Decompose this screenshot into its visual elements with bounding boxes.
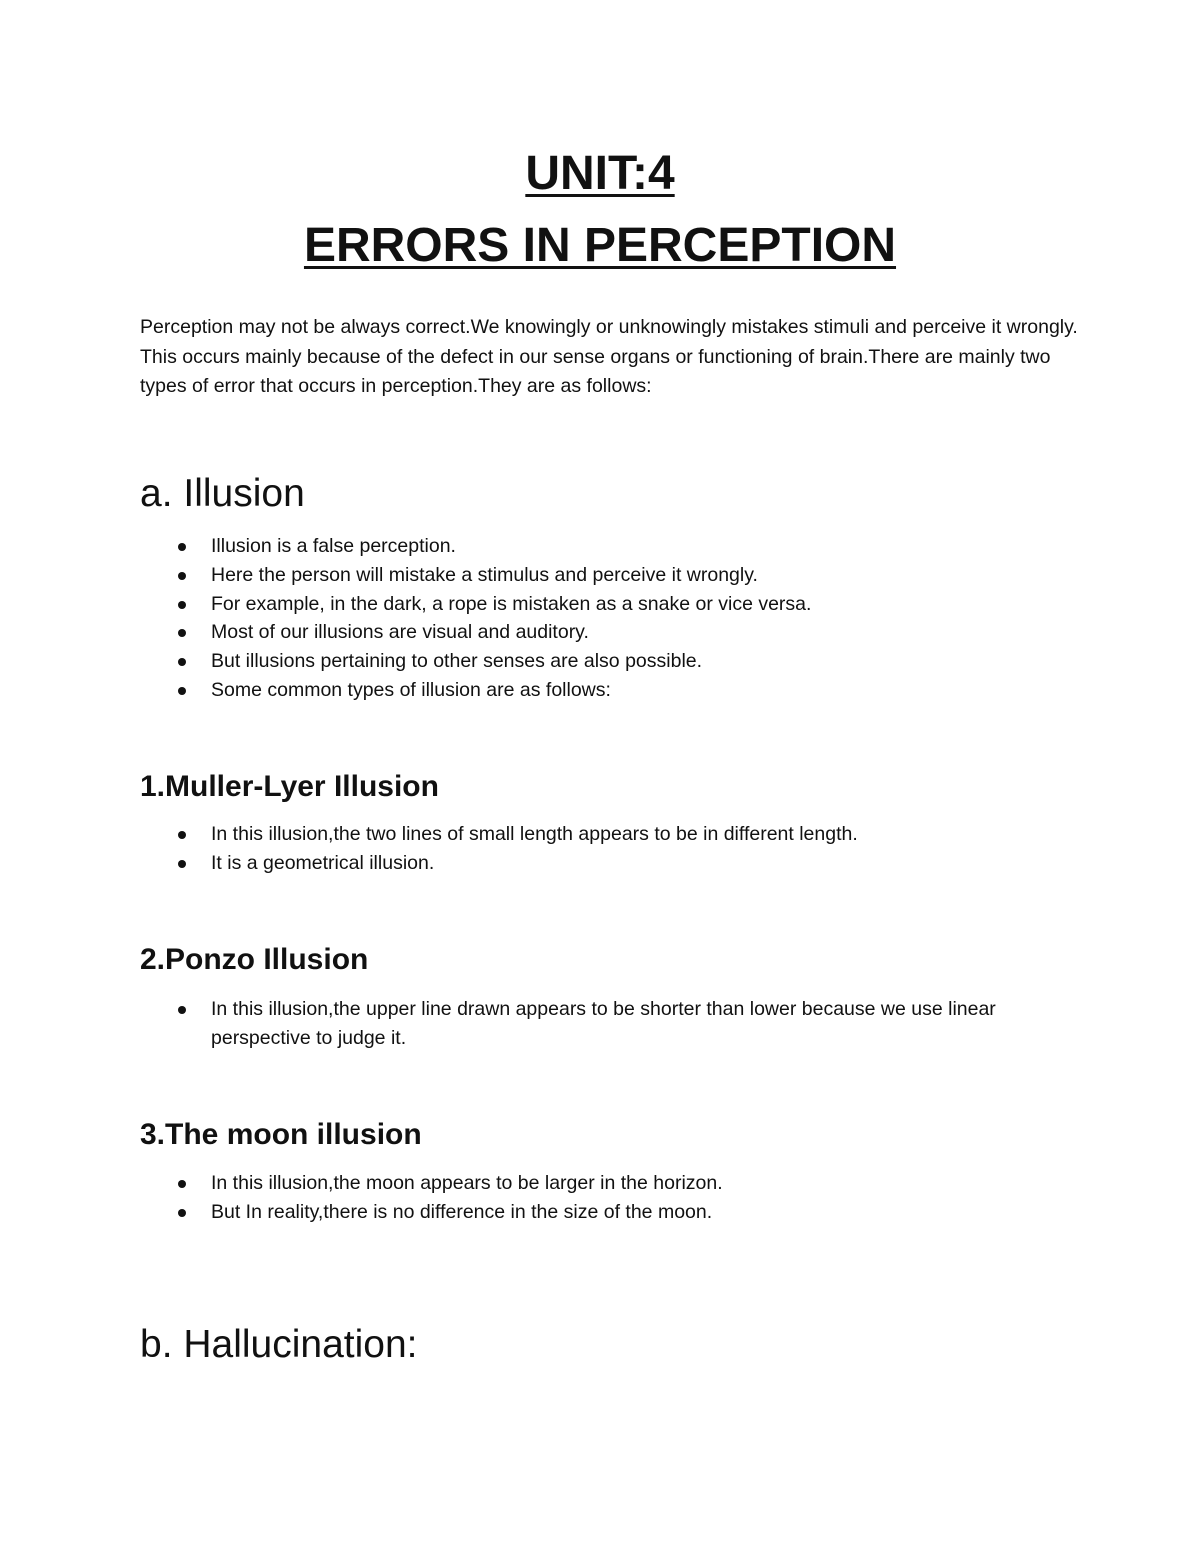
list-item-text: Here the person will mistake a stimulus and perceive it wrongly. [211, 563, 758, 586]
list-item [140, 995, 1040, 1053]
bullet-icon [178, 629, 186, 637]
list-item [140, 849, 1040, 878]
list-item-text: But illusions pertaining to other senses are also possible. [211, 650, 703, 673]
bullet-icon [178, 831, 186, 839]
list-item-text: For example, in the dark, a rope is mistaken as a snake or vice versa. [211, 592, 812, 615]
ponzo-list [140, 995, 1040, 1053]
bullet-icon [178, 543, 186, 551]
bullet-icon [178, 1006, 186, 1014]
list-item [140, 618, 1040, 647]
bullet-icon [178, 1180, 186, 1188]
moon-list [140, 1169, 1040, 1227]
list-item-text: Most of our illusions are visual and auditory. [211, 621, 589, 644]
illusion-heading: a. Illusion [140, 472, 305, 515]
list-item [140, 561, 1040, 590]
hallucination-heading: b. Hallucination: [140, 1323, 418, 1366]
illusion-list [140, 532, 1040, 705]
intro-paragraph: Perception may not be always correct.We knowingly or unknowingly mistakes stimuli and perceive it wrongly. This occurs mainly because of the defect in our sense organs or functioning of brain.There are mainly two types of error that occurs in perception.They are as follows: [140, 316, 1078, 397]
ponzo-heading: 2.Ponzo Illusion [140, 943, 369, 976]
list-item [140, 590, 1040, 619]
list-item-text: Illusion is a false perception. [211, 535, 456, 557]
list-item-text: It is a geometrical illusion. [211, 851, 435, 874]
bullet-icon [178, 1209, 186, 1217]
list-item [140, 1198, 1040, 1227]
bullet-icon [178, 658, 186, 666]
muller-lyer-list [140, 820, 1040, 878]
list-item-text: In this illusion,the moon appears to be larger in the horizon. [211, 1172, 723, 1194]
bullet-icon [178, 687, 186, 695]
moon-heading: 3.The moon illusion [140, 1118, 422, 1151]
list-item [140, 532, 1040, 561]
bullet-icon [178, 860, 186, 868]
list-item [140, 820, 1040, 849]
list-item [140, 647, 1040, 676]
list-item [140, 676, 1040, 705]
bullet-icon [178, 601, 186, 609]
list-item-text: In this illusion,the upper line drawn appears to be shorter than lower because we use linear perspective to judge it. [211, 998, 996, 1049]
list-item-text: Some common types of illusion are as follows: [211, 678, 611, 701]
unit-title: UNIT:4 [525, 147, 675, 200]
list-item [140, 1169, 1040, 1198]
bullet-icon [178, 572, 186, 580]
list-item-text: In this illusion,the two lines of small length appears to be in different length. [211, 823, 858, 845]
muller-lyer-heading: 1.Muller-Lyer Illusion [140, 770, 439, 803]
page-title: ERRORS IN PERCEPTION [303, 219, 897, 272]
list-item-text: But In reality,there is no difference in the size of the moon. [211, 1200, 713, 1223]
